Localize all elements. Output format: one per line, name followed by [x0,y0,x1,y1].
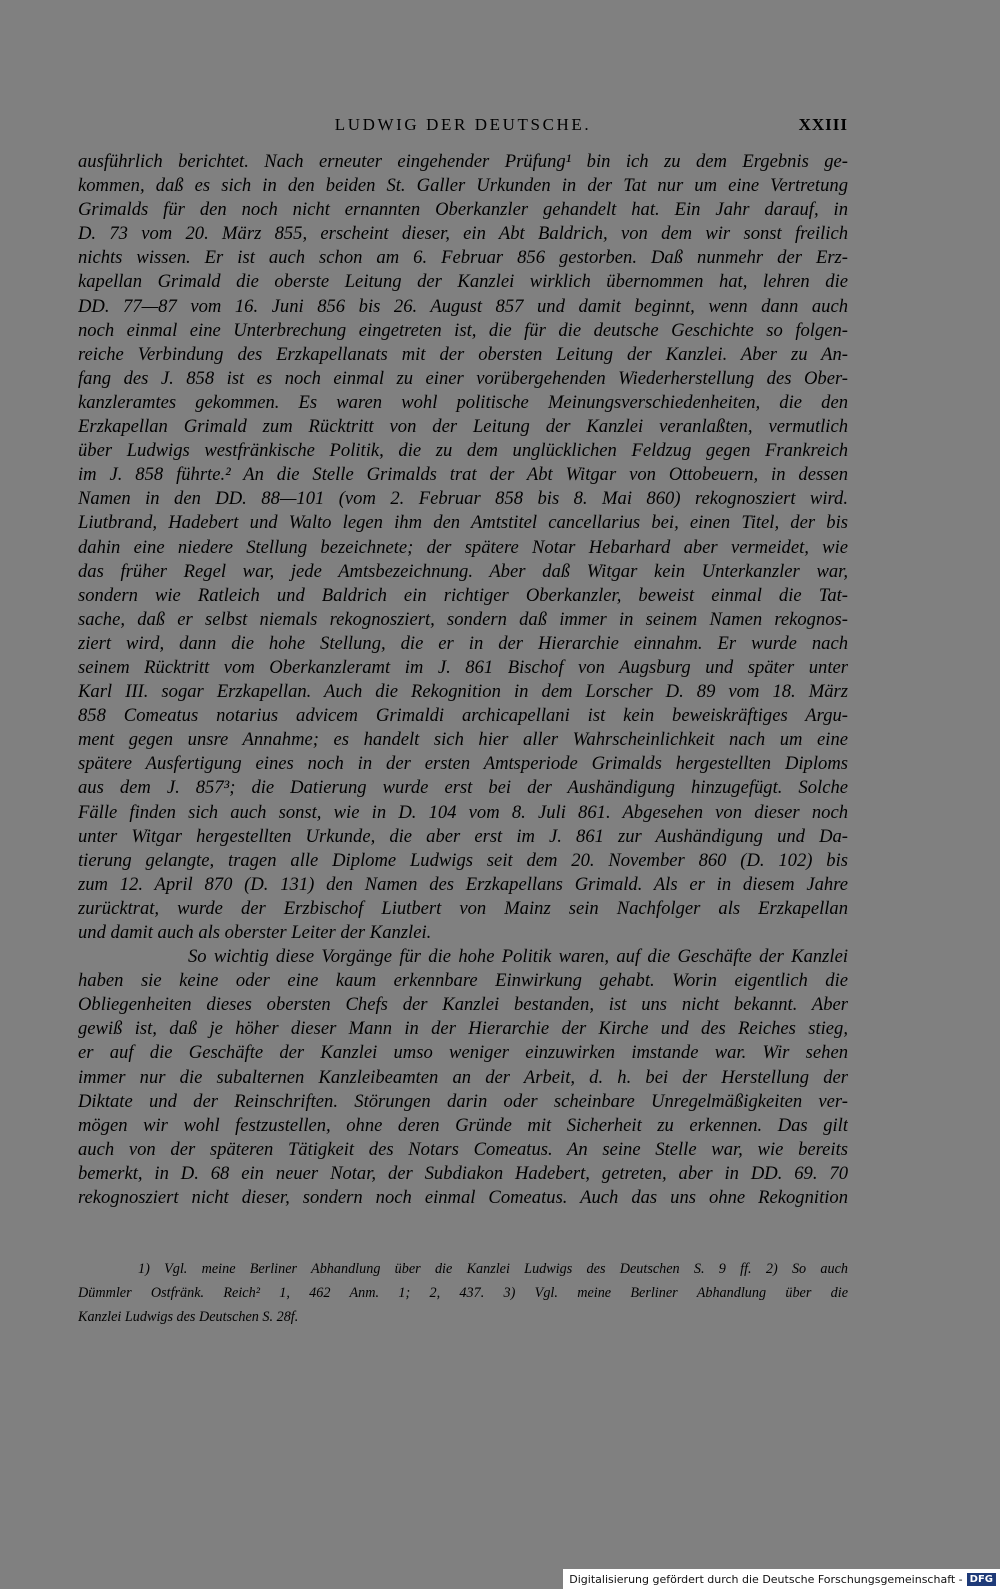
text-line: fang des J. 858 ist es noch einmal zu einer vorübergehenden Wiederherstellung des Ober- [78,367,848,389]
running-title: LUDWIG DER DEUTSCHE. [334,115,592,134]
text-line: D. 73 vom 20. März 855, erscheint dieser, ein Abt Baldrich, von dem wir sonst freilich [78,223,848,245]
page-number: XXIII [798,115,848,134]
text-line: reiche Verbindung des Erzkapellanats mit der obersten Leitung der Kanzlei. Aber zu An- [78,343,848,365]
text-line: Namen in den DD. 88—101 (vom 2. Februar 858 bis 8. Mai 860) rekognosziert wird. [78,488,848,510]
dfg-logo-icon: DFG [967,1573,996,1586]
text-line: im J. 858 führte.² An die Stelle Grimalds trat der Abt Witgar von Ottobeuern, in dessen [78,464,848,486]
body-text [78,150,848,1210]
text-line: bemerkt, in D. 68 ein neuer Notar, der Subdiakon Hadebert, getreten, aber in DD. 69. 70 [78,1162,848,1184]
footnote-line: Kanzlei Ludwigs des Deutschen S. 28f. [78,1309,299,1325]
text-line: sondern wie Ratleich und Baldrich ein richtiger Oberkanzler, beweist einmal die Tat- [78,584,848,606]
text-line: auch von der späteren Tätigkeit des Notars Comeatus. An seine Stelle war, wie bereits [78,1138,848,1160]
text-line: gewiß ist, daß je höher dieser Mann in der Hierarchie der Kirche und des Reiches stieg, [78,1018,848,1040]
text-line: Obliegenheiten dieses obersten Chefs der Kanzlei bestanden, ist uns nicht bekannt. Aber [78,994,848,1016]
text-line: spätere Ausfertigung eines noch in der ersten Amtsperiode Grimalds hergestellten Diploms [78,753,848,775]
text-line: ziert wird, dann die hohe Stellung, die er in der Hierarchie einnahm. Er wurde nach [78,632,848,654]
text-line: kommen, daß es sich in den beiden St. Galler Urkunden in der Tat nur um eine Vertretung [78,175,848,197]
text-line: 858 Comeatus notarius advicem Grimaldi archicapellani ist kein beweiskräftiges Argu- [78,705,848,727]
digitization-credit [563,1569,1000,1589]
text-line: haben sie keine oder eine kaum erkennbare Einwirkung gehabt. Worin eigentlich die [78,970,848,992]
text-line: aus dem J. 857³; die Datierung wurde erst bei der Aushändigung hinzugefügt. Solche [78,777,848,799]
text-line: Grimalds für den noch nicht ernannten Oberkanzler gehandelt hat. Ein Jahr darauf, in [78,199,848,221]
text-line: So wichtig diese Vorgänge für die hohe Politik waren, auf die Geschäfte der Kanzlei [188,946,848,968]
text-line: über Ludwigs westfränkische Politik, die zu dem unglücklichen Feldzug gegen Frankreich [78,440,848,462]
text-line: mögen wir wohl festzustellen, ohne deren Gründe mit Sicherheit zu erkennen. Das gilt [78,1114,848,1136]
footnote-line: Dümmler Ostfränk. Reich² 1, 462 Anm. 1; 2, 437. 3) Vgl. meine Berliner Abhandlung über die [78,1285,848,1301]
footnote-line: 1) Vgl. meine Berliner Abhandlung über die Kanzlei Ludwigs des Deutschen S. 9 ff. 2) So auch [138,1261,848,1277]
text-line: er auf die Geschäfte der Kanzlei umso weniger einzuwirken imstande war. Wir sehen [78,1042,848,1064]
text-line: immer nur die subalternen Kanzleibeamten an der Arbeit, d. h. bei der Herstellung der [78,1066,848,1088]
text-line: DD. 77—87 vom 16. Juni 856 bis 26. August 857 und damit beginnt, wenn dann auch [78,295,848,317]
text-line: zurücktrat, wurde der Erzbischof Liutbert von Mainz sein Nachfolger als Erzkapellan [78,897,848,919]
credit-text: Digitalisierung gefördert durch die Deutsche Forschungsgemeinschaft - [569,1572,963,1586]
text-line: kanzleramtes gekommen. Es waren wohl politische Meinungsverschiedenheiten, die den [78,391,848,413]
footnotes [78,1257,848,1329]
text-line: unter Witgar hergestellten Urkunde, die aber erst im J. 861 zur Aushändigung und Da- [78,825,848,847]
text-line: Fälle finden sich auch sonst, wie in D. 104 vom 8. Juli 861. Abgesehen von dieser noch [78,801,848,823]
text-line: das früher Regel war, jede Amtsbezeichnung. Aber daß Witgar kein Unterkanzler war, [78,560,848,582]
text-line: Karl III. sogar Erzkapellan. Auch die Rekognition in dem Lorscher D. 89 vom 18. März [78,681,848,703]
text-line: dahin eine niedere Stellung bezeichnete; der spätere Notar Hebarhard aber vermeidet, wie [78,536,848,558]
text-line: noch einmal eine Unterbrechung eingetreten ist, die für die deutsche Geschichte so folgen- [78,319,848,341]
text-line: sache, daß er selbst niemals rekognosziert, sondern daß immer in seinem Namen rekognos- [78,608,848,630]
text-line: und damit auch als oberster Leiter der Kanzlei. [78,922,432,943]
text-line: seinem Rücktritt vom Oberkanzleramt im J. 861 Bischof von Augsburg und später unter [78,656,848,678]
text-line: Liutbrand, Hadebert und Walto legen ihm den Amtstitel cancellarius bei, einen Titel, der bis [78,512,848,534]
text-line: nichts wissen. Er ist auch schon am 6. Februar 856 gestorben. Daß nunmehr der Erz- [78,247,848,269]
text-line: tierung gelangte, tragen alle Diplome Ludwigs seit dem 20. November 860 (D. 102) bis [78,849,848,871]
text-line: ment gegen unsre Annahme; es handelt sich hier aller Wahrscheinlichkeit nach um eine [78,729,848,751]
text-line: Diktate und der Reinschriften. Störungen darin oder scheinbare Unregelmäßigkeiten ver- [78,1090,848,1112]
text-line: kapellan Grimald die oberste Leitung der Kanzlei wirklich übernommen hat, lehren die [78,271,848,293]
text-line: rekognosziert nicht dieser, sondern noch einmal Comeatus. Auch das uns ohne Rekognition [78,1187,848,1209]
page-header [78,113,848,137]
text-line: Erzkapellan Grimald zum Rücktritt von der Leitung der Kanzlei veranlaßten, vermutlich [78,416,848,438]
text-line: ausführlich berichtet. Nach erneuter eingehender Prüfung¹ bin ich zu dem Ergebnis ge- [78,151,848,172]
text-line: zum 12. April 870 (D. 131) den Namen des Erzkapellans Grimald. Als er in diesem Jahre [78,873,848,895]
